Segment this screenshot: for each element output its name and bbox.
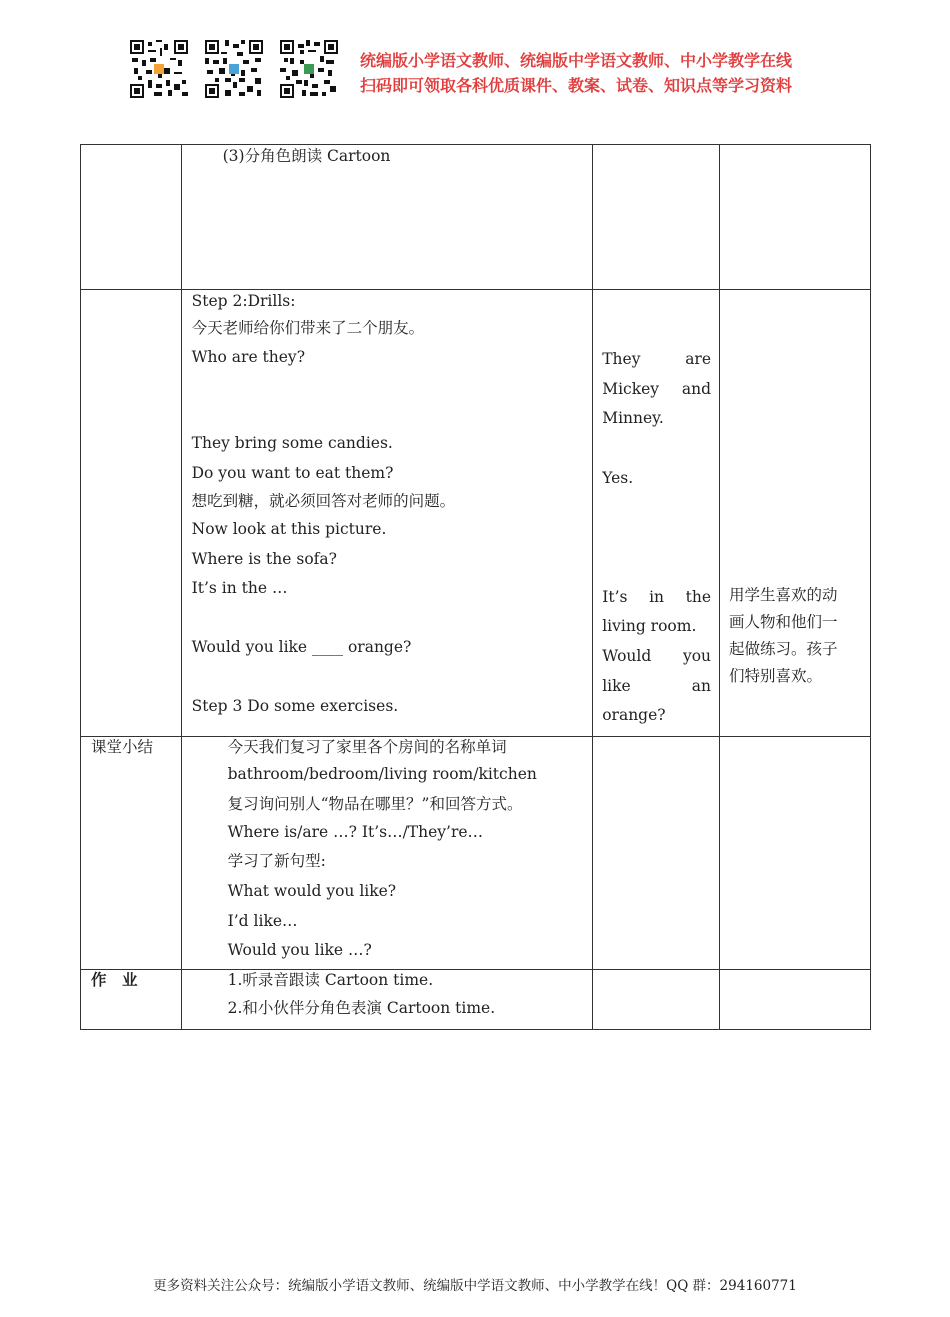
response-line: It’s in the [602, 587, 712, 606]
content-line: bathroom/bedroom/living room/kitchen [227, 765, 537, 783]
row-label: 课堂小结 [91, 738, 154, 756]
content-line: 2.和小伙伴分角色表演 Cartoon time. [227, 999, 496, 1017]
response-line: Would you [602, 646, 712, 665]
note-line: 画人物和他们一 [729, 613, 838, 631]
content-cell [181, 737, 593, 970]
response-line: Mickey and [602, 379, 712, 398]
response-cell [593, 145, 720, 290]
response-line: living room. [602, 617, 697, 636]
content-cell [181, 970, 593, 1030]
content-line: I’d like… [227, 912, 298, 930]
lesson-plan-table [80, 144, 871, 1030]
response-line: They are [602, 350, 712, 368]
content-line: What would you like? [227, 882, 397, 900]
content-cell [181, 290, 593, 737]
table-row [81, 145, 871, 290]
content-line: Would you like ____ orange? [191, 638, 412, 656]
response-line: orange? [602, 706, 666, 725]
content-line [192, 604, 593, 634]
content-line: Now look at this picture. [191, 520, 387, 538]
qr-code-icon [280, 40, 338, 98]
content-line: 想吃到糖，就必须回答对老师的问题。 [191, 492, 456, 510]
content-line: 今天我们复习了家里各个房间的名称单词 [227, 738, 507, 756]
content-line: (3)分角色朗读 Cartoon [222, 147, 391, 165]
qr-code-icon [130, 40, 188, 98]
response-line: like an [602, 676, 712, 695]
content-line: Step 2:Drills: [191, 292, 296, 310]
content-line: They bring some candies. [191, 434, 393, 452]
label-cell [81, 290, 182, 737]
table-row [81, 970, 871, 1030]
response-line: Minney. [602, 409, 664, 428]
banner-line: 扫码即可领取各科优质课件、教案、试卷、知识点等学习资料 [360, 76, 793, 95]
label-cell [81, 737, 182, 970]
content-line: 学习了新句型: [227, 852, 326, 870]
content-line: Where is/are …? It’s…/They’re… [227, 823, 484, 841]
content-line: 1.听录音跟读 Cartoon time. [227, 971, 434, 989]
note-cell [720, 290, 871, 737]
note-line: 们特别喜欢。 [729, 667, 823, 685]
note-cell [720, 145, 871, 290]
label-cell [81, 970, 182, 1030]
banner [360, 48, 792, 98]
content-line: It’s in the … [191, 579, 288, 597]
content-line: Would you like …? [227, 941, 372, 959]
footer-note: 更多资料关注公众号：统编版小学语文教师、统编版中学语文教师、中小学教学在线！QQ 群：294160771 [153, 1278, 797, 1294]
content-line: 复习询问别人“物品在哪里？”和回答方式。 [227, 795, 523, 813]
note-line: 起做练习。孩子 [729, 640, 838, 658]
banner-line: 统编版小学语文教师、统编版中学语文教师、中小学教学在线 [360, 51, 793, 70]
response-cell [593, 737, 720, 970]
qr-code-icon [205, 40, 263, 98]
content-line: Step 3 Do some exercises. [191, 697, 399, 715]
content-line [192, 400, 593, 430]
content-cell [181, 145, 593, 290]
note-cell [720, 970, 871, 1030]
label-cell [81, 145, 182, 290]
content-line [192, 370, 593, 400]
table-row [81, 290, 871, 737]
note-cell [720, 737, 871, 970]
content-line: 今天老师给你们带来了二个朋友。 [191, 319, 425, 337]
content-line: Do you want to eat them? [191, 463, 394, 482]
response-cell [593, 970, 720, 1030]
note-line: 用学生喜欢的动 [729, 586, 838, 604]
content-line: Who are they? [191, 348, 305, 366]
table-row [81, 737, 871, 970]
row-label: 作 业 [91, 970, 138, 989]
content-line [192, 663, 593, 693]
content-line: Where is the sofa? [191, 549, 337, 568]
response-line: Yes. [602, 468, 634, 487]
response-cell [593, 290, 720, 737]
